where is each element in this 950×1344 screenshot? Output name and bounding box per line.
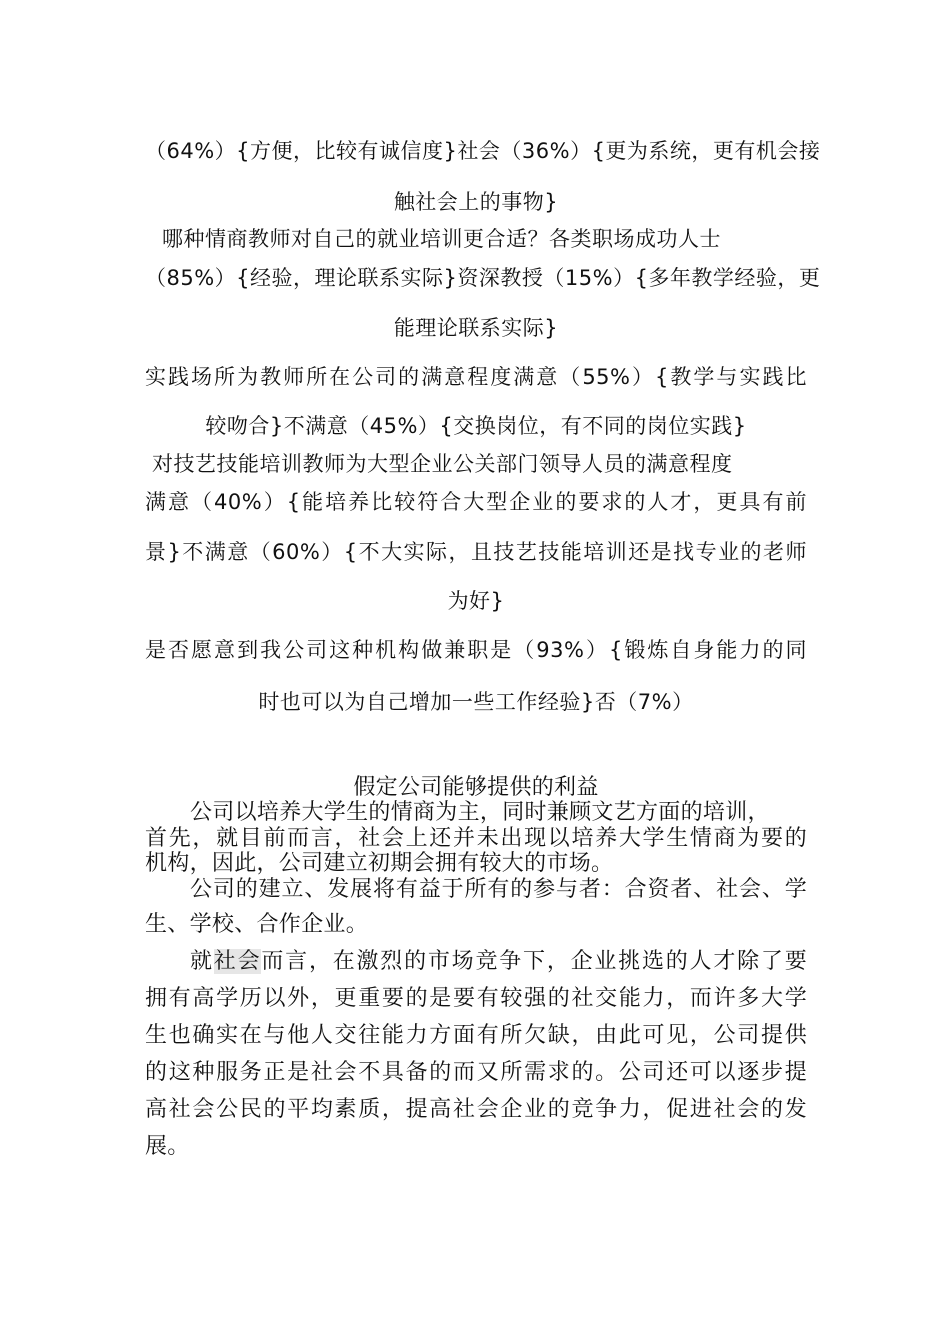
highlighted-word: 社会 <box>213 949 262 974</box>
paragraph-line <box>190 944 807 975</box>
paragraph-line: 高社会公民的平均素质，提高社会企业的竞争力，促进社会的发 <box>145 1097 807 1122</box>
paragraph-line: 生、学校、合作企业。 <box>145 912 369 937</box>
paragraph-line: 公司以培养大学生的情商为主，同时兼顾文艺方面的培训， <box>190 800 770 825</box>
survey-line: 景}不满意（60%）{不大实际，且技艺技能培训还是找专业的老师 <box>145 540 807 564</box>
text-run: 就 <box>190 949 214 974</box>
survey-line: 能理论联系实际} <box>393 316 559 340</box>
paragraph-line: 公司的建立、发展将有益于所有的参与者：合资者、社会、学 <box>190 877 807 902</box>
survey-line: （64%）{方便，比较有诚信度}社会（36%）{更为系统，更有机会接 <box>145 139 821 163</box>
survey-line: 是否愿意到我公司这种机构做兼职是（93%）{锻炼自身能力的同 <box>145 638 807 662</box>
paragraph-line: 拥有高学历以外，更重要的是要有较强的社交能力，而许多大学 <box>145 986 807 1011</box>
survey-line: 实践场所为教师所在公司的满意程度满意（55%）{教学与实践比 <box>145 365 807 389</box>
survey-line: 触社会上的事物} <box>393 190 559 214</box>
paragraph-line: 展。 <box>145 1134 190 1159</box>
paragraph-line: 生也确实在与他人交往能力方面有所欠缺，由此可见，公司提供 <box>145 1023 807 1048</box>
section-title: 假定公司能够提供的利益 <box>353 775 599 800</box>
survey-line: 较吻合}不满意（45%）{交换岗位，有不同的岗位实践} <box>205 414 747 438</box>
survey-line: 对技艺技能培训教师为大型企业公关部门领导人员的满意程度 <box>152 452 733 476</box>
survey-line: 时也可以为自己增加一些工作经验}否（7%） <box>258 690 694 714</box>
survey-line: （85%）{经验，理论联系实际}资深教授（15%）{多年教学经验，更 <box>145 266 821 290</box>
paragraph-line: 机构，因此，公司建立初期会拥有较大的市场。 <box>145 851 614 876</box>
paragraph-line: 的这种服务正是社会不具备的而又所需求的。公司还可以逐步提 <box>145 1060 807 1085</box>
survey-line: 为好} <box>447 589 505 613</box>
text-run: 而言，在激烈的市场竞争下，企业挑选的人才除了要 <box>261 949 807 974</box>
paragraph-line: 首先，就目前而言，社会上还并未出现以培养大学生情商为要的 <box>145 826 807 851</box>
survey-line: 哪种情商教师对自己的就业培训更合适？各类职场成功人士 <box>162 227 721 251</box>
survey-line: 满意（40%）{能培养比较符合大型企业的要求的人才，更具有前 <box>145 490 807 514</box>
